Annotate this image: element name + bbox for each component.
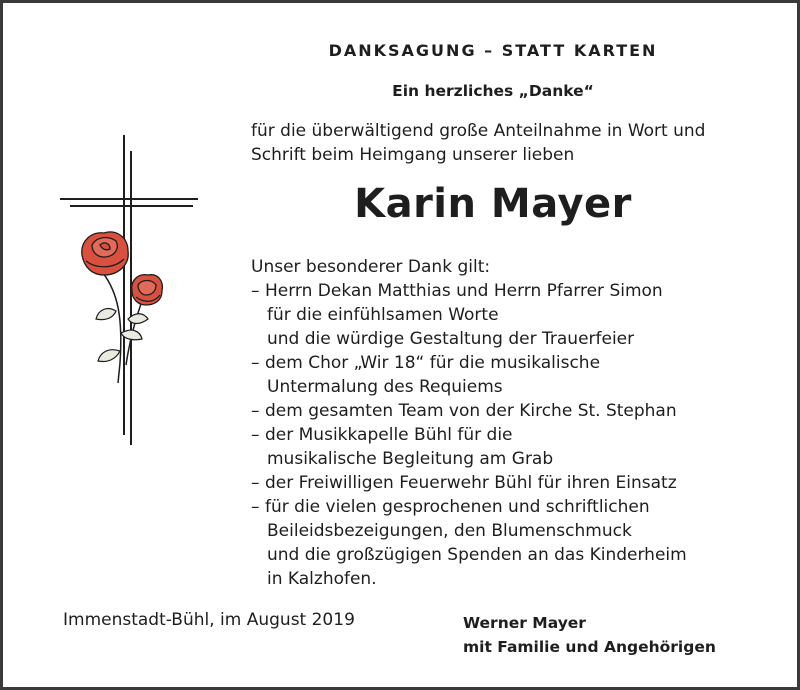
thanks-item-continuation: Beileidsbezeigungen, den Blumenschmuck xyxy=(267,521,632,541)
thanks-item-continuation: und die großzügigen Spenden an das Kinderheim xyxy=(267,545,687,565)
thanks-item: – dem gesamten Team von der Kirche St. Stephan xyxy=(251,401,677,421)
thanks-item-continuation: für die einfühlsamen Worte xyxy=(267,305,499,325)
thanks-item: – dem Chor „Wir 18“ für die musikalische xyxy=(251,353,601,373)
thanks-item: – Herrn Dekan Matthias und Herrn Pfarrer Simon xyxy=(251,281,663,301)
notice-heading: DANKSAGUNG – STATT KARTEN xyxy=(328,41,658,60)
cross-with-roses-icon xyxy=(58,133,208,453)
dash-bullet: – xyxy=(251,281,260,301)
intro-line: für die überwältigend große Anteilnahme in Wort und xyxy=(251,121,706,141)
signer-family: mit Familie und Angehörigen xyxy=(463,638,716,656)
thanks-list xyxy=(251,255,781,591)
thanks-intro-line: Unser besonderer Dank gilt: xyxy=(251,257,491,277)
thanks-item: – der Musikkapelle Bühl für die xyxy=(251,425,513,445)
thanks-item: – für die vielen gesprochenen und schriftlichen xyxy=(251,497,650,517)
dash-bullet: – xyxy=(251,353,260,373)
dash-bullet: – xyxy=(251,473,260,493)
signer-name: Werner Mayer xyxy=(463,614,586,632)
thanks-item-continuation: in Kalzhofen. xyxy=(267,569,377,589)
intro-text xyxy=(251,119,771,167)
thanks-item: – der Freiwilligen Feuerwehr Bühl für ihren Einsatz xyxy=(251,473,677,493)
notice-subheading: Ein herzliches „Danke“ xyxy=(392,82,594,100)
place-date: Immenstadt-Bühl, im August 2019 xyxy=(63,610,355,630)
thanks-item-continuation: musikalische Begleitung am Grab xyxy=(267,449,554,469)
dash-bullet: – xyxy=(251,497,260,517)
intro-line: Schrift beim Heimgang unserer lieben xyxy=(251,145,575,165)
dash-bullet: – xyxy=(251,425,260,445)
signers xyxy=(463,611,783,659)
dash-bullet: – xyxy=(251,401,260,421)
thanks-item-continuation: Untermalung des Requiems xyxy=(267,377,503,397)
thanks-item-continuation: und die würdige Gestaltung der Trauerfeier xyxy=(267,329,635,349)
deceased-name: Karin Mayer xyxy=(354,181,632,227)
